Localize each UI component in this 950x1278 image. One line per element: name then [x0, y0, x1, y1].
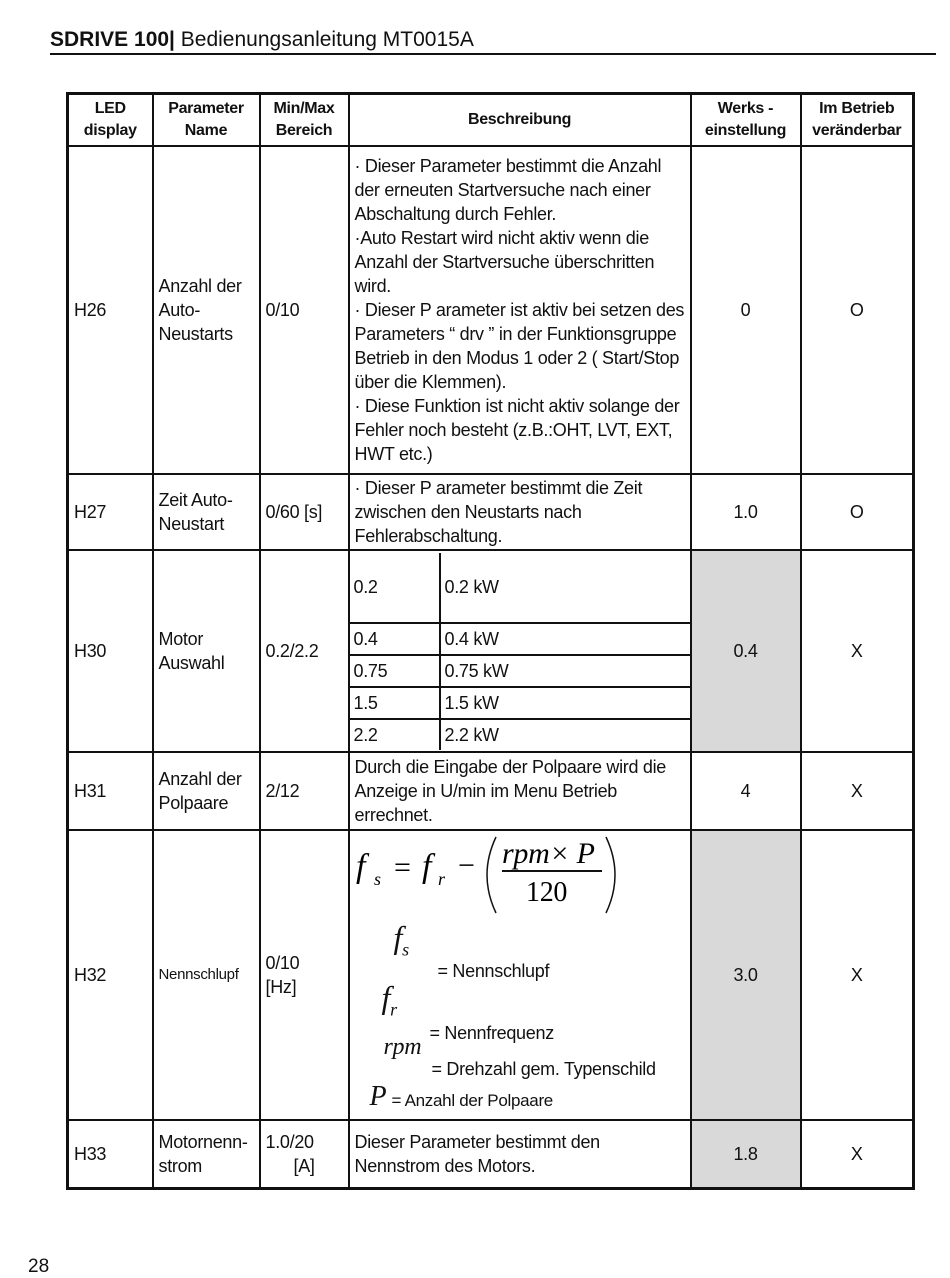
col-name: Parameter Name [153, 94, 260, 147]
changeable-cell: X [801, 1120, 914, 1188]
option-label: 2.2 kW [444, 724, 499, 745]
option-code: 0.4 [350, 623, 440, 655]
col-description: Beschreibung [349, 94, 691, 147]
formula-denominator: 120 [525, 877, 567, 908]
page-number: 28 [28, 1256, 50, 1277]
default-cell: 4 [691, 752, 801, 830]
parameter-table [66, 92, 915, 1190]
slip-formula [350, 831, 690, 1112]
formula-fr: f [421, 848, 431, 885]
option-row [350, 655, 690, 687]
name-cell: Nennschlupf [153, 830, 260, 1120]
range-cell: 1.0/20 [A] [260, 1120, 349, 1188]
led-cell: H26 [68, 146, 153, 474]
product-name: SDRIVE 100| [50, 28, 175, 51]
option-row [350, 623, 690, 655]
option-row [350, 553, 690, 623]
option-row [350, 687, 690, 719]
name-cell: Motornenn- strom [153, 1120, 260, 1188]
option-label: 0.2 kW [440, 553, 690, 623]
symbol-fs: $f_s$ [393, 919, 409, 960]
description-cell: Dieser Parameter bestimmt den Nennstrom des Motors. [349, 1120, 691, 1188]
table-row [68, 474, 914, 550]
led-cell: H30 [68, 550, 153, 752]
symbol-p: P [369, 1081, 387, 1112]
col-led: LED display [68, 94, 153, 147]
table-header-row [68, 94, 914, 147]
description-cell: Durch die Eingabe der Polpaare wird die Anzeige in U/min im Menu Betrieb errechnet. [349, 752, 691, 830]
table-row [68, 146, 914, 474]
col-changeable: Im Betrieb veränderbar [801, 94, 914, 147]
option-row [350, 719, 690, 750]
formula-numerator: rpm× P [501, 837, 595, 870]
col-default: Werks - einstellung [691, 94, 801, 147]
option-label: 1.5 kW [440, 687, 690, 719]
col-range: Min/Max Bereich [260, 94, 349, 147]
formula-fr-sub: r [437, 869, 445, 889]
symbol-rpm: rpm [383, 1034, 422, 1060]
table-row [68, 830, 914, 1120]
changeable-cell: O [801, 146, 914, 474]
changeable-cell: X [801, 752, 914, 830]
table-row [68, 1120, 914, 1188]
formula-fs-sub: s [373, 869, 381, 889]
name-cell: Anzahl der Auto- Neustarts [153, 146, 260, 474]
led-cell: H33 [68, 1120, 153, 1188]
formula-paren-left [487, 837, 496, 913]
default-cell: 3.0 [691, 830, 801, 1120]
header-rule [50, 53, 936, 55]
formula-equals: = [393, 851, 411, 884]
description-cell: · Dieser P arameter bestimmt die Zeit zwischen den Neustarts nach Fehlerabschaltung. [349, 474, 691, 550]
name-cell: Anzahl der Polpaare [153, 752, 260, 830]
default-cell: 1.0 [691, 474, 801, 550]
motor-options-table [350, 553, 690, 750]
range-cell: 2/12 [260, 752, 349, 830]
motor-options-cell [349, 550, 691, 752]
changeable-cell: X [801, 550, 914, 752]
description-cell: · Dieser Parameter bestimmt die Anzahl der erneuten Startversuche nach einer Abschaltung durch Fehler. ·Auto Restart wird nicht aktiv wenn die Anzahl der Startversuche überschritten wird. · Dieser P arameter ist aktiv bei setzen des Parameters “ drv ” in der Funktionsgruppe Betrieb in den Modus 1 oder 2 ( Start/Stop über die Klemmen). · Diese Funktion ist nicht aktiv solange der Fehler noch besteht (z.B.:OHT, LVT, EXT, HWT etc.) [349, 146, 691, 474]
changeable-cell: X [801, 830, 914, 1120]
led-cell: H27 [68, 474, 153, 550]
name-cell: Motor Auswahl [153, 550, 260, 752]
led-cell: H31 [68, 752, 153, 830]
option-code: 1.5 [350, 687, 440, 719]
formula-paren-right [606, 837, 615, 913]
name-cell: Zeit Auto- Neustart [153, 474, 260, 550]
option-code: 0.75 [350, 655, 440, 687]
option-label: 0.4 kW [440, 623, 690, 655]
formula-minus: − [457, 849, 475, 882]
option-code: 2.2 [350, 719, 440, 750]
range-cell: 0/60 [s] [260, 474, 349, 550]
option-label: 0.75 kW [440, 655, 690, 687]
legend-rpm: = Drehzahl gem. Typenschild [431, 1059, 656, 1079]
range-cell: 0/10 [260, 146, 349, 474]
table-row [68, 550, 914, 752]
formula-graphic [354, 833, 654, 923]
legend-p: = Anzahl der Polpaare [391, 1091, 553, 1110]
legend-fs: = Nennschlupf [437, 961, 550, 981]
led-cell: H32 [68, 830, 153, 1120]
manual-title: Bedienungsanleitung MT0015A [180, 28, 474, 51]
default-cell: 0 [691, 146, 801, 474]
default-cell: 1.8 [691, 1120, 801, 1188]
changeable-cell: O [801, 474, 914, 550]
range-cell: 0.2/2.2 [260, 550, 349, 752]
symbol-fr: $f_r$ [381, 979, 397, 1020]
table-row [68, 752, 914, 830]
range-cell: 0/10 [Hz] [260, 830, 349, 1120]
default-cell: 0.4 [691, 550, 801, 752]
page-header [50, 28, 474, 52]
option-code: 0.2 [350, 553, 440, 623]
formula-cell [349, 830, 691, 1120]
formula-fs: f [355, 848, 365, 885]
legend-fr: = Nennfrequenz [429, 1023, 554, 1043]
